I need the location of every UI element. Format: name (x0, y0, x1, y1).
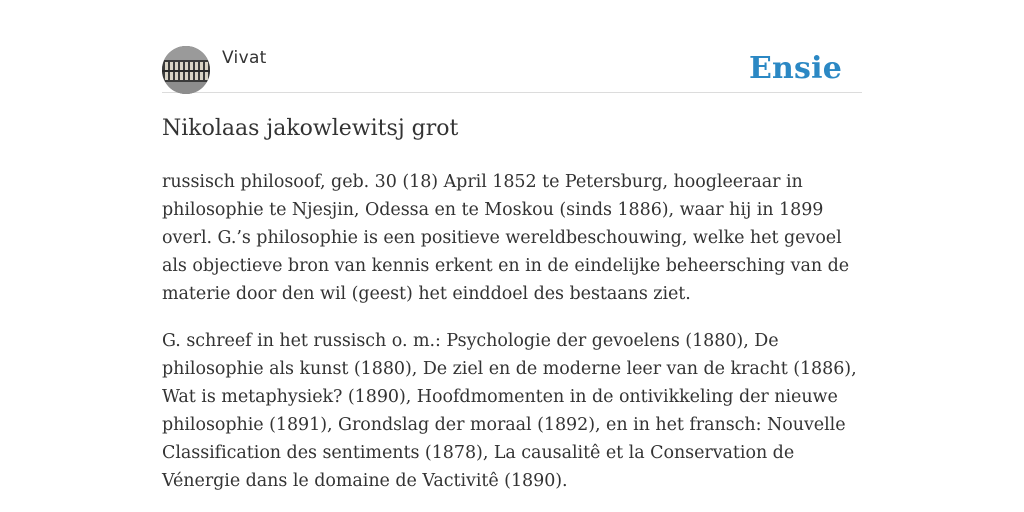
article-title: Nikolaas jakowlewitsj grot (162, 116, 459, 141)
author-name[interactable]: Vivat (222, 48, 267, 68)
bookshelf-avatar-icon (162, 46, 210, 94)
brand-logo[interactable]: Ensie (748, 51, 842, 86)
header (162, 46, 862, 93)
article-paragraph: G. schreef in het russisch o. m.: Psychologie der gevoelens (1880), De philosophie als kunst (1880), De ziel en de moderne leer van de kracht (1886), Wat is metaphysiek? (1890), Hoofdmomenten in de ontivikkeling der nieuwe philosophie (1891), Grondslag der moraal (1892), en in het fransch: Nouvelle Classification des sentiments (1878), La causalitê et la Conservation de Vénergie dans le domaine de Vactivitê (1890). (162, 331, 857, 491)
article-paragraph: russisch philosoof, geb. 30 (18) April 1852 te Petersburg, hoogleeraar in philosophie te Njesjin, Odessa en te Moskou (sinds 1886), waar hij in 1899 overl. G.’s philosophie is een positieve wereldbeschouwing, welke het gevoel als objectieve bron van kennis erkent en in de eindelijke beheersching van de materie door den wil (geest) het einddoel des bestaans ziet. (162, 172, 850, 304)
avatar[interactable] (162, 46, 210, 94)
article-body (162, 168, 864, 512)
